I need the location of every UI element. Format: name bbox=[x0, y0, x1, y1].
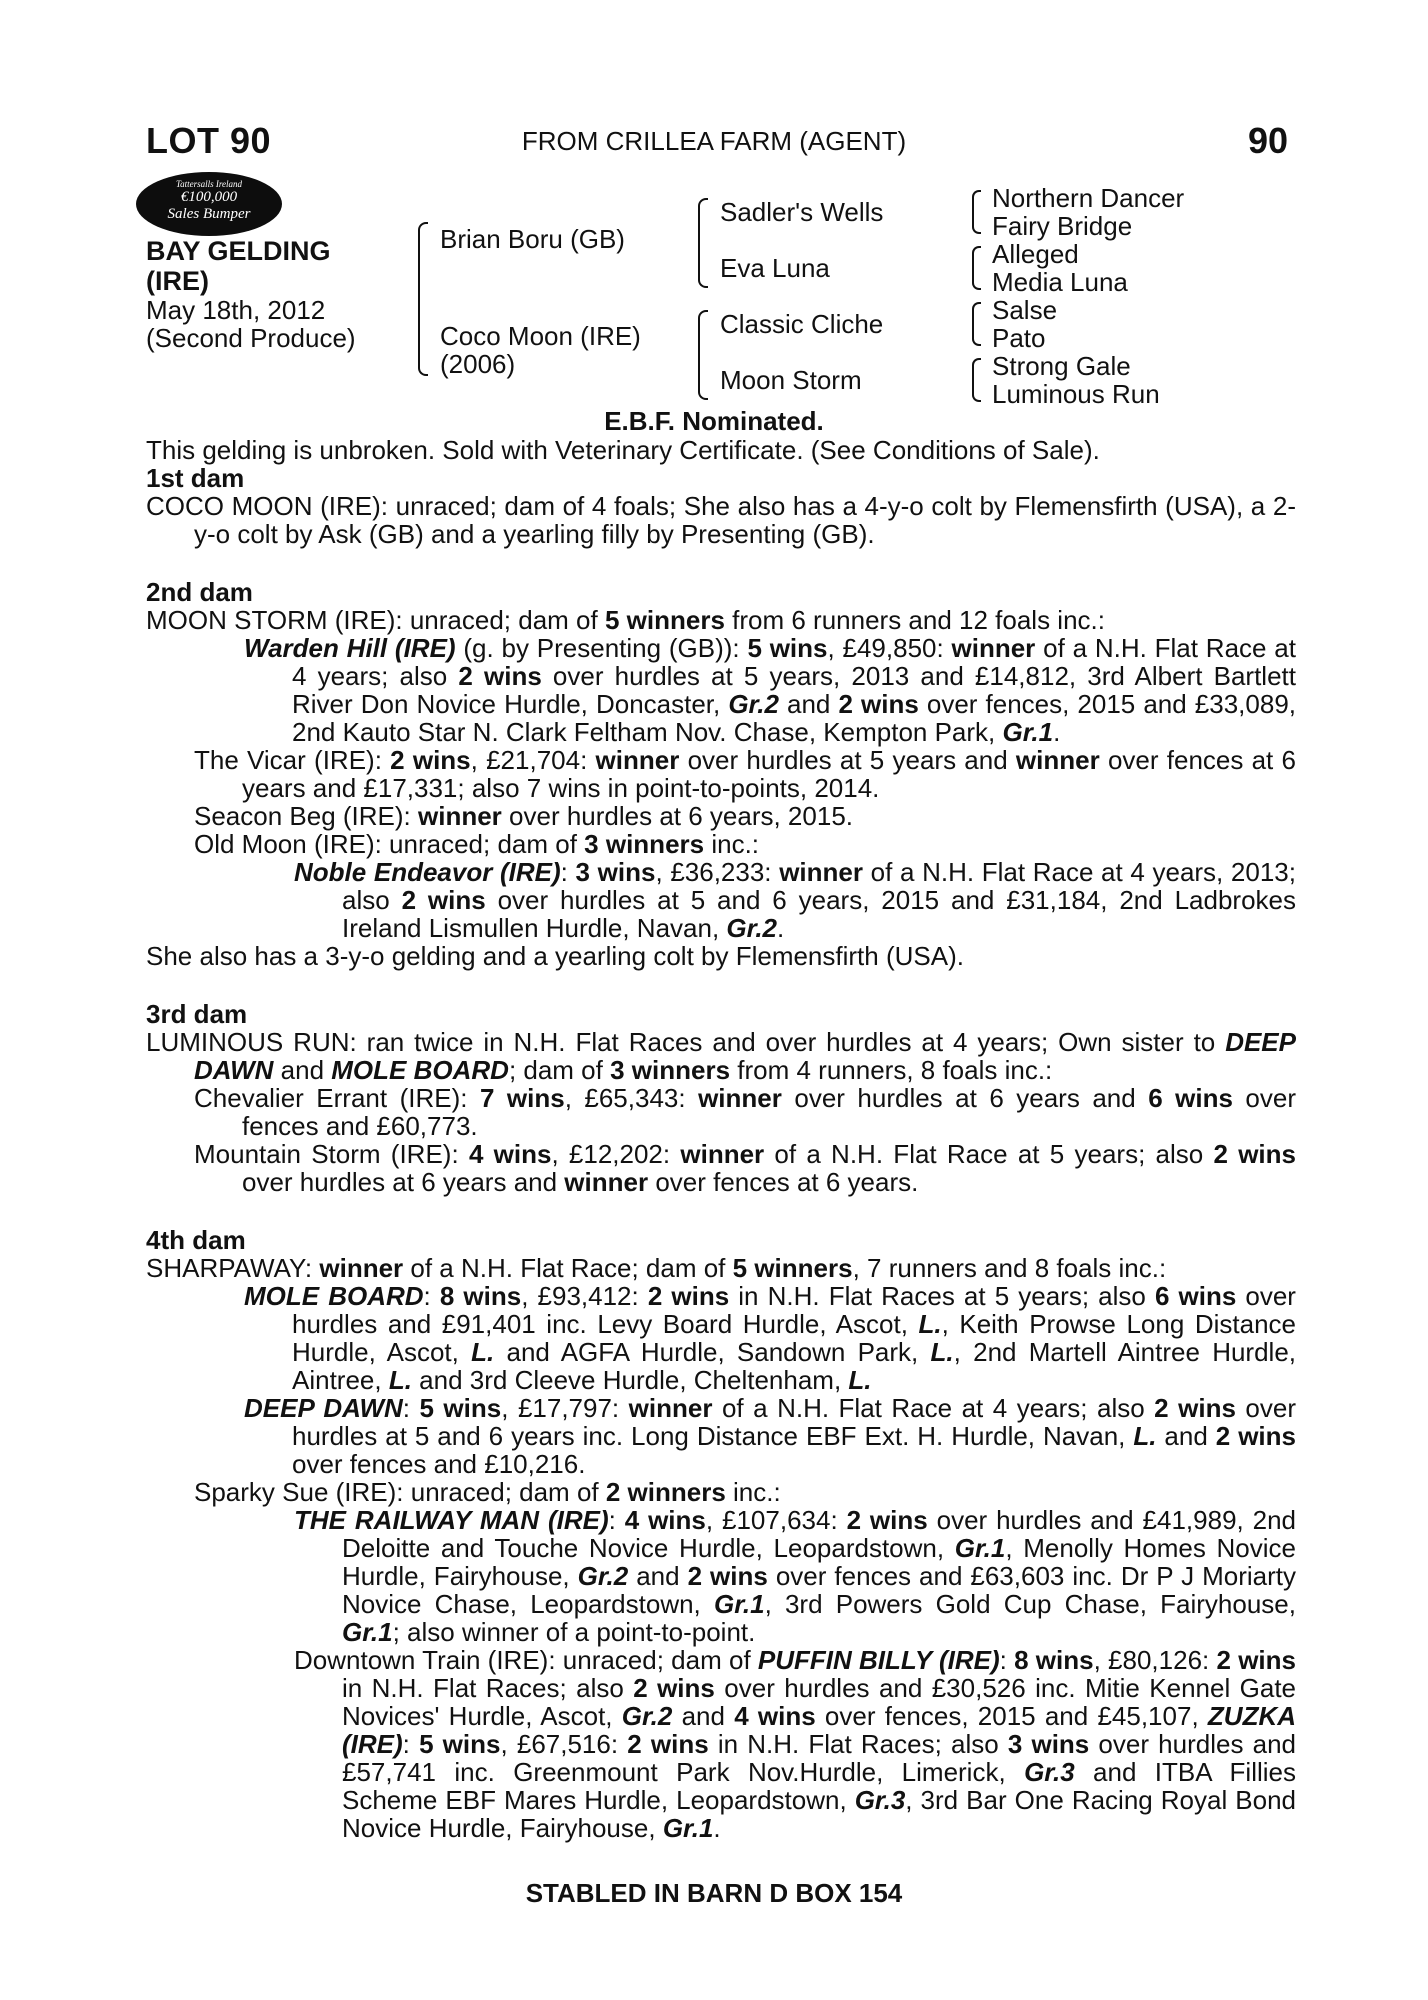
emphasis-text: winner bbox=[564, 1167, 649, 1197]
entry-text: over fences and £10,216. bbox=[292, 1449, 586, 1479]
entry-text: : bbox=[560, 857, 576, 887]
emphasis-text: THE RAILWAY MAN (IRE) bbox=[294, 1505, 609, 1535]
emphasis-text: 2 wins bbox=[838, 689, 919, 719]
emphasis-text: 4 wins bbox=[624, 1505, 706, 1535]
entry-text: Old Moon (IRE): unraced; dam of bbox=[194, 829, 585, 859]
emphasis-text: 2 wins bbox=[633, 1673, 715, 1703]
entry-text: Sparky Sue (IRE): unraced; dam of bbox=[194, 1477, 606, 1507]
pedigree-dam: Coco Moon (IRE) bbox=[440, 321, 641, 351]
horse-name-line1: BAY GELDING bbox=[146, 236, 331, 266]
emphasis-text: L. bbox=[471, 1337, 495, 1367]
entry-text: SHARPAWAY: bbox=[146, 1253, 320, 1283]
brace-dd bbox=[972, 358, 981, 402]
emphasis-text: Gr.3 bbox=[854, 1785, 906, 1815]
entry-text: of a N.H. Flat Race at 4 years, 2013; also bbox=[342, 857, 1296, 915]
brace-ss bbox=[972, 190, 981, 234]
entry-text: over hurdles and £30,526 inc. Mitie Kennel Gate Novices' Hurdle, Ascot, bbox=[342, 1673, 1296, 1731]
pedigree-entry bbox=[146, 1478, 1296, 1506]
emphasis-text: 5 winners bbox=[732, 1253, 853, 1283]
entry-text: inc.: bbox=[704, 829, 760, 859]
entry-text: inc.: bbox=[725, 1477, 781, 1507]
foaled-date: May 18th, 2012 bbox=[146, 295, 326, 325]
entry-text: (g. by Presenting (GB)): bbox=[455, 633, 748, 663]
dam-heading: 3rd dam bbox=[146, 999, 248, 1029]
entry-text: over fences and £60,773. bbox=[242, 1083, 1296, 1141]
entry-text: . bbox=[777, 913, 785, 943]
emphasis-text: winner bbox=[951, 633, 1036, 663]
entry-text: over hurdles at 5 and 6 years inc. Long Distance EBF Ext. H. Hurdle, Navan, bbox=[292, 1393, 1296, 1451]
brace-dam bbox=[698, 310, 708, 400]
emphasis-text: 3 winners bbox=[610, 1055, 731, 1085]
pedigree-entry bbox=[146, 1028, 1296, 1084]
entry-text: : bbox=[999, 1645, 1015, 1675]
entry-text: over fences and £63,603 inc. Dr P J Moriarty Novice Chase, Leopardstown, bbox=[342, 1561, 1296, 1619]
emphasis-text: 2 wins bbox=[458, 661, 542, 691]
emphasis-text: ZUZKA (IRE) bbox=[342, 1701, 1296, 1759]
emphasis-text: Gr.2 bbox=[621, 1701, 673, 1731]
emphasis-text: Gr.2 bbox=[577, 1561, 629, 1591]
brace-generation1 bbox=[418, 222, 428, 376]
entry-text: and AGFA Hurdle, Sandown Park, bbox=[494, 1337, 931, 1367]
entry-text: , Menolly Homes Novice Hurdle, Fairyhouse, bbox=[342, 1533, 1297, 1591]
dam-heading: 2nd dam bbox=[146, 577, 253, 607]
entry-text: in N.H. Flat Races; also bbox=[342, 1673, 634, 1703]
pedigree-entry bbox=[146, 1084, 1296, 1140]
pedigree-ddd: Luminous Run bbox=[992, 379, 1160, 409]
pedigree-entry bbox=[146, 802, 1296, 830]
entry-text: of a N.H. Flat Race at 4 years; also bbox=[712, 1393, 1155, 1423]
entry-text: : bbox=[402, 1393, 420, 1423]
pedigree-sire-sire: Sadler's Wells bbox=[720, 197, 884, 227]
brace-sire bbox=[698, 198, 708, 288]
emphasis-text: DEEP DAWN bbox=[194, 1027, 1296, 1085]
consignor: FROM CRILLEA FARM (AGENT) bbox=[521, 126, 907, 156]
emphasis-text: 2 winners bbox=[605, 1477, 726, 1507]
horse-name-line2: (IRE) bbox=[146, 266, 209, 296]
pedigree-entry bbox=[146, 1140, 1296, 1196]
badge-line1: Tattersalls Ireland bbox=[175, 179, 243, 189]
emphasis-text: 2 wins bbox=[1216, 1645, 1296, 1675]
entry-text: over fences, 2015 and £45,107, bbox=[815, 1701, 1208, 1731]
pedigree-entry bbox=[146, 858, 1296, 942]
entry-text: and bbox=[672, 1701, 735, 1731]
entry-text: . bbox=[713, 1813, 721, 1843]
pedigree-entry bbox=[146, 634, 1296, 746]
emphasis-text: 6 wins bbox=[1148, 1083, 1233, 1113]
emphasis-text: L. bbox=[1133, 1421, 1157, 1451]
pedigree-sire-dam: Eva Luna bbox=[720, 253, 830, 283]
emphasis-text: 2 wins bbox=[1215, 1421, 1296, 1451]
pedigree-entry bbox=[146, 1282, 1296, 1394]
entry-text: , 3rd Powers Gold Cup Chase, Fairyhouse, bbox=[764, 1589, 1296, 1619]
emphasis-text: 8 wins bbox=[439, 1281, 522, 1311]
pedigree-entry bbox=[146, 1506, 1296, 1646]
emphasis-text: Gr.1 bbox=[713, 1589, 765, 1619]
emphasis-text: 6 wins bbox=[1154, 1281, 1237, 1311]
entry-text: , £49,850: bbox=[827, 633, 952, 663]
emphasis-text: Gr.3 bbox=[1024, 1757, 1075, 1787]
dam-heading: 4th dam bbox=[146, 1225, 246, 1255]
emphasis-text: Gr.1 bbox=[662, 1813, 714, 1843]
entry-text: in N.H. Flat Races; also bbox=[708, 1729, 1008, 1759]
entry-text: over fences, 2015 and £33,089, 2nd Kauto Star N. Clark Feltham Nov. Chase, Kempton Park, bbox=[292, 689, 1297, 747]
pedigree-ssd: Fairy Bridge bbox=[992, 211, 1133, 241]
pedigree-entry bbox=[146, 830, 1296, 858]
emphasis-text: Warden Hill (IRE) bbox=[244, 633, 456, 663]
entry-text: Seacon Beg (IRE): bbox=[194, 801, 418, 831]
pedigree-entry bbox=[146, 942, 1296, 970]
entry-text: ; also winner of a point-to-point. bbox=[392, 1617, 756, 1647]
emphasis-text: L. bbox=[918, 1309, 942, 1339]
pedigree-entry bbox=[146, 606, 1296, 634]
badge-line3: Sales Bumper bbox=[167, 206, 251, 222]
entry-text: COCO MOON (IRE): unraced; dam of 4 foals; She also has a 4-y-o colt by Flemensfirth (USA), a 2-y-o colt by Ask (GB) and a yearling filly by Presenting (GB). bbox=[146, 491, 1296, 549]
emphasis-text: winner bbox=[595, 745, 680, 775]
emphasis-text: L. bbox=[848, 1365, 872, 1395]
entry-text: from 4 runners, 8 foals inc.: bbox=[730, 1055, 1053, 1085]
entry-text: LUMINOUS RUN: ran twice in N.H. Flat Races and over hurdles at 4 years; Own sister to bbox=[146, 1027, 1226, 1057]
emphasis-text: Gr.1 bbox=[954, 1533, 1006, 1563]
entry-text: The Vicar (IRE): bbox=[194, 745, 391, 775]
entry-text: over hurdles at 6 years and bbox=[781, 1083, 1149, 1113]
dam-sections bbox=[146, 464, 1296, 1842]
emphasis-text: L. bbox=[930, 1337, 954, 1367]
entry-text: , £12,202: bbox=[551, 1139, 681, 1169]
horse-foaling bbox=[146, 296, 356, 352]
entry-text: : bbox=[402, 1729, 420, 1759]
entry-text: , 2nd Martell Aintree Hurdle, Aintree, bbox=[292, 1337, 1297, 1395]
sales-bumper-badge bbox=[136, 172, 282, 236]
pedigree-sds: Alleged bbox=[992, 239, 1079, 269]
entry-text: in N.H. Flat Races at 5 years; also bbox=[729, 1281, 1155, 1311]
pedigree-dds: Strong Gale bbox=[992, 351, 1131, 381]
emphasis-text: 2 wins bbox=[1213, 1139, 1296, 1169]
emphasis-text: winner bbox=[319, 1253, 404, 1283]
pedigree-dam-dam: Moon Storm bbox=[720, 365, 862, 395]
entry-text: . bbox=[1053, 717, 1061, 747]
emphasis-text: L. bbox=[388, 1365, 412, 1395]
entry-text: , £21,704: bbox=[470, 745, 596, 775]
emphasis-text: 2 wins bbox=[846, 1505, 928, 1535]
emphasis-text: MOLE BOARD bbox=[244, 1281, 424, 1311]
pedigree-sire: Brian Boru (GB) bbox=[440, 224, 625, 254]
emphasis-text: PUFFIN BILLY (IRE) bbox=[757, 1645, 1000, 1675]
emphasis-text: 3 wins bbox=[575, 857, 656, 887]
entry-text: of a N.H. Flat Race; dam of bbox=[403, 1253, 733, 1283]
emphasis-text: Noble Endeavor (IRE) bbox=[294, 857, 561, 887]
emphasis-text: Gr.2 bbox=[728, 689, 779, 719]
entry-text: over hurdles at 6 years and bbox=[242, 1167, 565, 1197]
emphasis-text: winner bbox=[680, 1139, 765, 1169]
entry-text: of a N.H. Flat Race at 4 years; also bbox=[292, 633, 1296, 691]
emphasis-text: Gr.1 bbox=[342, 1617, 393, 1647]
brace-sd bbox=[972, 246, 981, 290]
pedigree-sdd: Media Luna bbox=[992, 267, 1128, 297]
emphasis-text: 4 wins bbox=[734, 1701, 816, 1731]
emphasis-text: 2 wins bbox=[627, 1729, 709, 1759]
emphasis-text: 2 wins bbox=[647, 1281, 730, 1311]
pedigree-sss: Northern Dancer bbox=[992, 183, 1185, 213]
emphasis-text: MOLE BOARD bbox=[331, 1055, 509, 1085]
entry-text: Mountain Storm (IRE): bbox=[194, 1139, 469, 1169]
emphasis-text: 3 wins bbox=[1007, 1729, 1090, 1759]
emphasis-text: 5 wins bbox=[419, 1729, 501, 1759]
horse-name bbox=[146, 236, 331, 296]
emphasis-text: 8 wins bbox=[1014, 1645, 1094, 1675]
pedigree-entry bbox=[146, 492, 1296, 548]
emphasis-text: Gr.1 bbox=[1002, 717, 1054, 747]
entry-text: , 3rd Bar One Racing Royal Bond Novice Hurdle, Fairyhouse, bbox=[342, 1785, 1296, 1843]
pedigree-dam-year: (2006) bbox=[440, 349, 516, 379]
emphasis-text: 5 wins bbox=[747, 633, 828, 663]
emphasis-text: 5 winners bbox=[604, 605, 725, 635]
emphasis-text: winner bbox=[698, 1083, 782, 1113]
emphasis-text: 2 wins bbox=[401, 885, 486, 915]
ebf-nominated: E.B.F. Nominated. bbox=[604, 406, 824, 436]
pedigree-entry bbox=[146, 746, 1296, 802]
entry-text: : bbox=[423, 1281, 440, 1311]
entry-text: , £65,343: bbox=[564, 1083, 699, 1113]
emphasis-text: 2 wins bbox=[390, 745, 471, 775]
entry-text: Downtown Train (IRE): unraced; dam of bbox=[294, 1645, 758, 1675]
lot-number: 90 bbox=[1247, 120, 1288, 161]
entry-text: ; dam of bbox=[508, 1055, 611, 1085]
entry-text: MOON STORM (IRE): unraced; dam of bbox=[146, 605, 605, 635]
emphasis-text: winner bbox=[418, 801, 502, 831]
badge-line2: €100,000 bbox=[180, 189, 238, 205]
pedigree-dsd: Pato bbox=[992, 323, 1046, 353]
entry-text: , £93,412: bbox=[521, 1281, 648, 1311]
emphasis-text: 3 winners bbox=[584, 829, 705, 859]
dam-heading: 1st dam bbox=[146, 463, 245, 493]
entry-text: over hurdles and £57,741 inc. Greenmount Park Nov.Hurdle, Limerick, bbox=[342, 1729, 1296, 1787]
emphasis-text: 7 wins bbox=[479, 1083, 565, 1113]
entry-text: over hurdles at 6 years, 2015. bbox=[501, 801, 853, 831]
entry-text: over hurdles at 5 years and bbox=[679, 745, 1016, 775]
catalogue-body bbox=[146, 436, 1296, 1842]
pedigree-entry bbox=[146, 1394, 1296, 1478]
entry-text: over fences at 6 years and £17,331; also 7 wins in point-to-points, 2014. bbox=[242, 745, 1296, 803]
entry-text: , £80,126: bbox=[1093, 1645, 1217, 1675]
lot-label: LOT 90 bbox=[146, 120, 272, 161]
emphasis-text: Gr.2 bbox=[726, 913, 778, 943]
sale-notes: This gelding is unbroken. Sold with Veterinary Certificate. (See Conditions of Sale). bbox=[146, 435, 1100, 465]
entry-text: over hurdles at 5 and 6 years, 2015 and £31,184, 2nd Ladbrokes Ireland Lismullen Hurdle, Navan, bbox=[342, 885, 1297, 943]
emphasis-text: 2 wins bbox=[687, 1561, 768, 1591]
entry-text: , £17,797: bbox=[501, 1393, 629, 1423]
emphasis-text: winner bbox=[628, 1393, 713, 1423]
entry-text: , £36,233: bbox=[655, 857, 780, 887]
entry-text: of a N.H. Flat Race at 5 years; also bbox=[764, 1139, 1214, 1169]
emphasis-text: 5 wins bbox=[419, 1393, 502, 1423]
emphasis-text: DEEP DAWN bbox=[244, 1393, 403, 1423]
brace-ds bbox=[972, 302, 981, 346]
produce-note: (Second Produce) bbox=[146, 323, 356, 353]
emphasis-text: winner bbox=[779, 857, 863, 887]
pedigree-dss: Salse bbox=[992, 295, 1058, 325]
entry-text: and bbox=[628, 1561, 688, 1591]
entry-text: , £67,516: bbox=[500, 1729, 628, 1759]
entry-text: from 6 runners and 12 foals inc.: bbox=[724, 605, 1105, 635]
pedigree-entry bbox=[146, 1646, 1296, 1842]
entry-text: over hurdles and £91,401 inc. Levy Board Hurdle, Ascot, bbox=[292, 1281, 1296, 1339]
emphasis-text: 4 wins bbox=[468, 1139, 552, 1169]
entry-text: over hurdles and £41,989, 2nd Deloitte and Touche Novice Hurdle, Leopardstown, bbox=[342, 1505, 1297, 1563]
entry-text: , £107,634: bbox=[705, 1505, 847, 1535]
stabled-location: STABLED IN BARN D BOX 154 bbox=[525, 1878, 903, 1908]
pedigree-dam-sire: Classic Cliche bbox=[720, 309, 884, 339]
entry-text: , 7 runners and 8 foals inc.: bbox=[852, 1253, 1167, 1283]
emphasis-text: 2 wins bbox=[1154, 1393, 1236, 1423]
entry-text: and bbox=[273, 1055, 332, 1085]
entry-text: She also has a 3-y-o gelding and a yearling colt by Flemensfirth (USA). bbox=[146, 941, 964, 971]
entry-text: , Keith Prowse Long Distance Hurdle, Ascot, bbox=[292, 1309, 1296, 1367]
entry-text: over hurdles at 5 years, 2013 and £14,812, 3rd Albert Bartlett River Don Novice Hurdle, Doncaster, bbox=[292, 661, 1296, 719]
entry-text: and bbox=[1156, 1421, 1216, 1451]
entry-text: Chevalier Errant (IRE): bbox=[194, 1083, 480, 1113]
entry-text: : bbox=[608, 1505, 625, 1535]
entry-text: over fences at 6 years. bbox=[648, 1167, 919, 1197]
entry-text: and bbox=[778, 689, 839, 719]
entry-text: and ITBA Fillies Scheme EBF Mares Hurdle, Leopardstown, bbox=[342, 1757, 1296, 1815]
emphasis-text: winner bbox=[1015, 745, 1100, 775]
pedigree-entry bbox=[146, 1254, 1296, 1282]
entry-text: and 3rd Cleeve Hurdle, Cheltenham, bbox=[411, 1365, 849, 1395]
